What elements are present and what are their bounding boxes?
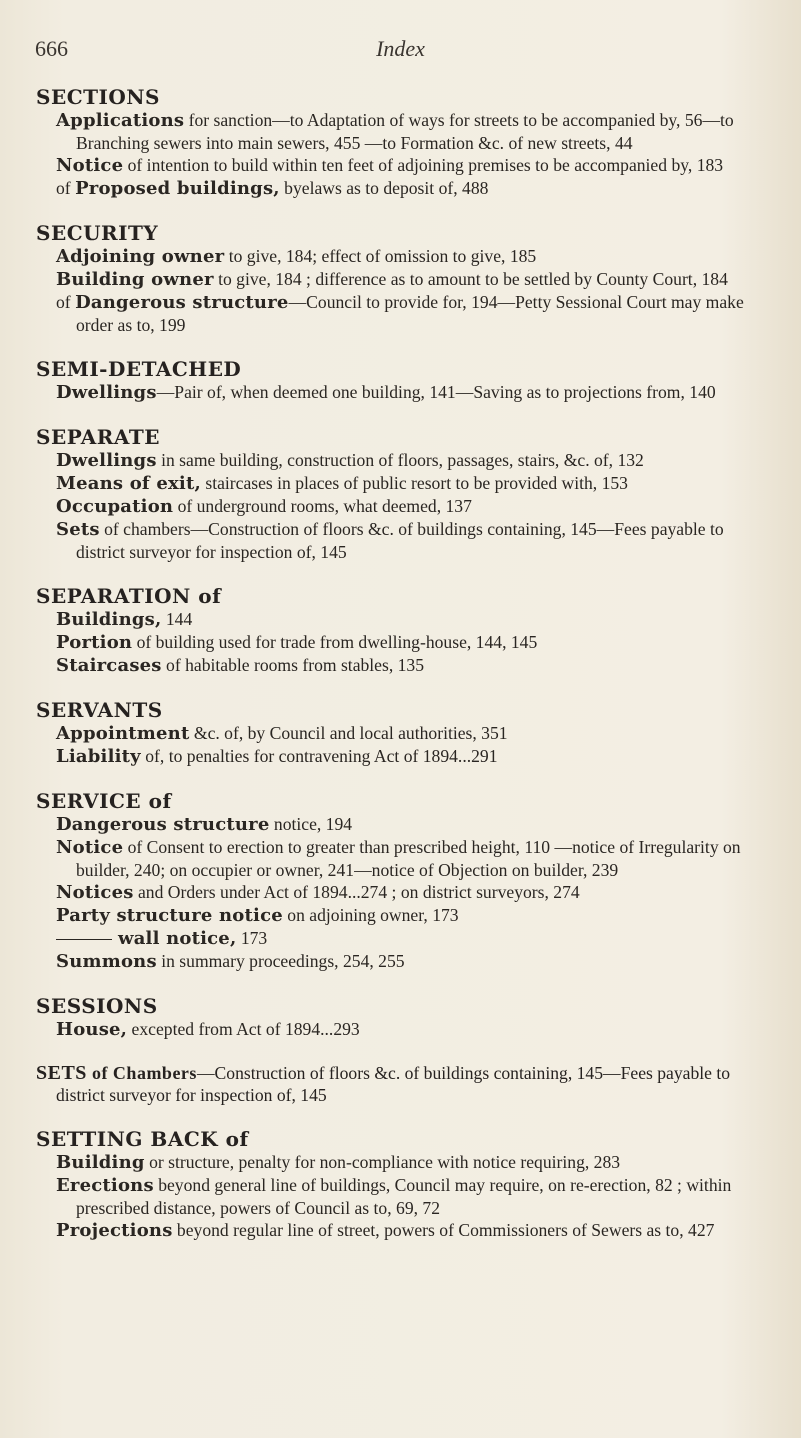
entry-keyword: House, xyxy=(56,1019,128,1040)
index-entry xyxy=(56,449,771,472)
index-entry xyxy=(56,154,771,177)
index-entry xyxy=(56,495,771,518)
entry-keyword: Buildings, xyxy=(56,609,162,630)
section-heading xyxy=(36,357,771,381)
entry-keyword: Liability xyxy=(56,746,141,767)
section-heading xyxy=(36,221,771,245)
section-heading-label: SETS xyxy=(36,1062,87,1084)
entry-keyword: wall notice, xyxy=(118,928,237,949)
index-entry xyxy=(56,268,771,291)
entry-keyword: Dwellings xyxy=(56,450,157,471)
page-header xyxy=(0,36,801,66)
index-section xyxy=(36,1062,771,1106)
section-heading xyxy=(36,698,771,722)
entry-keyword: Staircases xyxy=(56,655,162,676)
index-entry xyxy=(56,608,771,631)
index-entry xyxy=(56,950,771,973)
index-entry xyxy=(56,836,771,881)
index-section xyxy=(36,357,771,404)
ditto-dash xyxy=(56,939,112,940)
index-entry xyxy=(56,472,771,495)
section-heading xyxy=(36,85,771,109)
section-heading-label: SERVICE xyxy=(36,789,142,813)
entry-keyword: Appointment xyxy=(56,723,190,744)
index-entry xyxy=(56,109,771,154)
entry-text: and Orders under Act of 1894...274 ; on district surveyors, 274 xyxy=(133,882,580,902)
index-section xyxy=(36,698,771,768)
entry-text: excepted from Act of 1894...293 xyxy=(127,1019,360,1039)
section-heading-label: SETTING BACK xyxy=(36,1127,219,1151)
section-heading xyxy=(36,994,771,1018)
section-heading xyxy=(36,584,771,608)
section-heading-label: SERVANTS xyxy=(36,698,163,722)
entry-prefix: of xyxy=(56,178,76,198)
entry-keyword: Means of exit, xyxy=(56,473,201,494)
entry-text: on adjoining owner, 173 xyxy=(282,905,459,925)
entry-text: 173 xyxy=(236,928,268,948)
entry-text: —Construction of floors &c. of buildings containing, 145—Fees payable to district surveyor for inspection of, 145 xyxy=(56,1063,731,1105)
section-heading-label: SEPARATION xyxy=(36,584,191,608)
index-section xyxy=(36,221,771,336)
running-head: Index xyxy=(376,36,425,61)
entry-text: of habitable rooms from stables, 135 xyxy=(161,655,425,675)
entry-keyword: Party structure notice xyxy=(56,905,283,926)
index-entry xyxy=(56,904,771,927)
entry-keyword: Applications xyxy=(56,110,185,131)
entry-text: of underground rooms, what deemed, 137 xyxy=(173,496,472,516)
index-entry xyxy=(56,881,771,904)
section-heading-label: SECTIONS xyxy=(36,85,160,109)
section-heading xyxy=(36,425,771,449)
entry-text: or structure, penalty for non-compliance with notice requiring, 283 xyxy=(144,1152,621,1172)
entry-keyword: Portion xyxy=(56,632,133,653)
index-section xyxy=(36,85,771,200)
entry-text: in same building, construction of floors, passages, stairs, &c. of, 132 xyxy=(156,450,644,470)
section-heading-label: SEPARATE xyxy=(36,425,160,449)
entry-text: byelaws as to deposit of, 488 xyxy=(279,178,489,198)
section-heading-label: SESSIONS xyxy=(36,994,158,1018)
index-entry xyxy=(56,631,771,654)
entry-keyword: Adjoining owner xyxy=(56,246,225,267)
entry-text: of chambers—Construction of floors &c. of buildings containing, 145—Fees payable to district surveyor for inspection of, 145 xyxy=(76,519,724,562)
entry-text: of building used for trade from dwelling-house, 144, 145 xyxy=(132,632,538,652)
entry-keyword: Building owner xyxy=(56,269,214,290)
index-entry xyxy=(56,654,771,677)
index-entry xyxy=(56,1151,771,1174)
entry-keyword: Sets xyxy=(56,519,100,540)
index-entry xyxy=(56,927,771,950)
index-content xyxy=(36,85,771,1263)
section-heading-suffix: of Chambers xyxy=(86,1063,197,1083)
index-entry xyxy=(56,1174,771,1219)
index-entry xyxy=(56,813,771,836)
index-entry xyxy=(56,381,771,404)
entry-keyword: Dwellings xyxy=(56,382,157,403)
entry-text: of Consent to erection to greater than prescribed height, 110 —notice of Irregularity on builder, 240; on occupier or owner, 241—notice of Objection on builder, 239 xyxy=(76,837,741,880)
index-entry xyxy=(56,1018,771,1041)
index-entry xyxy=(56,722,771,745)
entry-text: 144 xyxy=(161,609,193,629)
index-entry xyxy=(56,518,771,563)
entry-text: to give, 184; effect of omission to give, 185 xyxy=(224,246,537,266)
entry-keyword: Projections xyxy=(56,1220,173,1241)
entry-keyword: Notice xyxy=(56,155,124,176)
entry-keyword: Building xyxy=(56,1152,145,1173)
entry-text: &c. of, by Council and local authorities, 351 xyxy=(189,723,508,743)
entry-keyword: Dangerous structure xyxy=(75,292,289,313)
index-entry xyxy=(56,245,771,268)
entry-text: to give, 184 ; difference as to amount to be settled by County Court, 184 xyxy=(213,269,728,289)
entry-keyword: Notices xyxy=(56,882,134,903)
entry-text: in summary proceedings, 254, 255 xyxy=(156,951,405,971)
page-number: 666 xyxy=(35,36,68,61)
index-entry xyxy=(56,177,771,200)
index-entry xyxy=(56,291,771,336)
section-heading-suffix: of xyxy=(190,584,222,608)
entry-keyword: Proposed buildings, xyxy=(75,178,280,199)
section-heading-label: SECURITY xyxy=(36,221,159,245)
section-heading-label: SEMI-DETACHED xyxy=(36,357,242,381)
entry-keyword: Summons xyxy=(56,951,157,972)
index-entry xyxy=(56,1219,771,1242)
entry-prefix: of xyxy=(56,292,76,312)
index-section xyxy=(36,425,771,563)
entry-text: beyond regular line of street, powers of Commissioners of Sewers as to, 427 xyxy=(172,1220,715,1240)
index-section xyxy=(36,789,771,973)
entry-keyword: Erections xyxy=(56,1175,154,1196)
entry-text: —Council to provide for, 194—Petty Sessional Court may make order as to, 199 xyxy=(76,292,744,335)
entry-text: of intention to build within ten feet of adjoining premises to be accompanied by, 183 xyxy=(123,155,724,175)
section-heading-suffix: of xyxy=(218,1127,249,1151)
entry-text: —Pair of, when deemed one building, 141—Saving as to projections from, 140 xyxy=(156,382,716,402)
entry-text: for sanction—to Adaptation of ways for streets to be accompanied by, 56—to Branching sewers into main sewers, 455 —to Formation &c. of new streets, 44 xyxy=(76,110,734,153)
index-section xyxy=(36,994,771,1041)
section-heading-suffix: of xyxy=(141,789,172,813)
section-heading xyxy=(36,1062,771,1106)
entry-keyword: Occupation xyxy=(56,496,174,517)
index-entry xyxy=(56,745,771,768)
entry-text: staircases in places of public resort to be provided with, 153 xyxy=(200,473,628,493)
index-section xyxy=(36,1127,771,1242)
entry-keyword: Notice xyxy=(56,837,124,858)
entry-text: beyond general line of buildings, Council may require, on re-erection, 82 ; within prescribed distance, powers of Council as to, 69, 72 xyxy=(76,1175,732,1218)
index-section xyxy=(36,584,771,677)
section-heading xyxy=(36,1127,771,1151)
entry-text: notice, 194 xyxy=(269,814,353,834)
entry-text: of, to penalties for contravening Act of 1894...291 xyxy=(140,746,498,766)
entry-keyword: Dangerous structure xyxy=(56,814,270,835)
section-heading xyxy=(36,789,771,813)
